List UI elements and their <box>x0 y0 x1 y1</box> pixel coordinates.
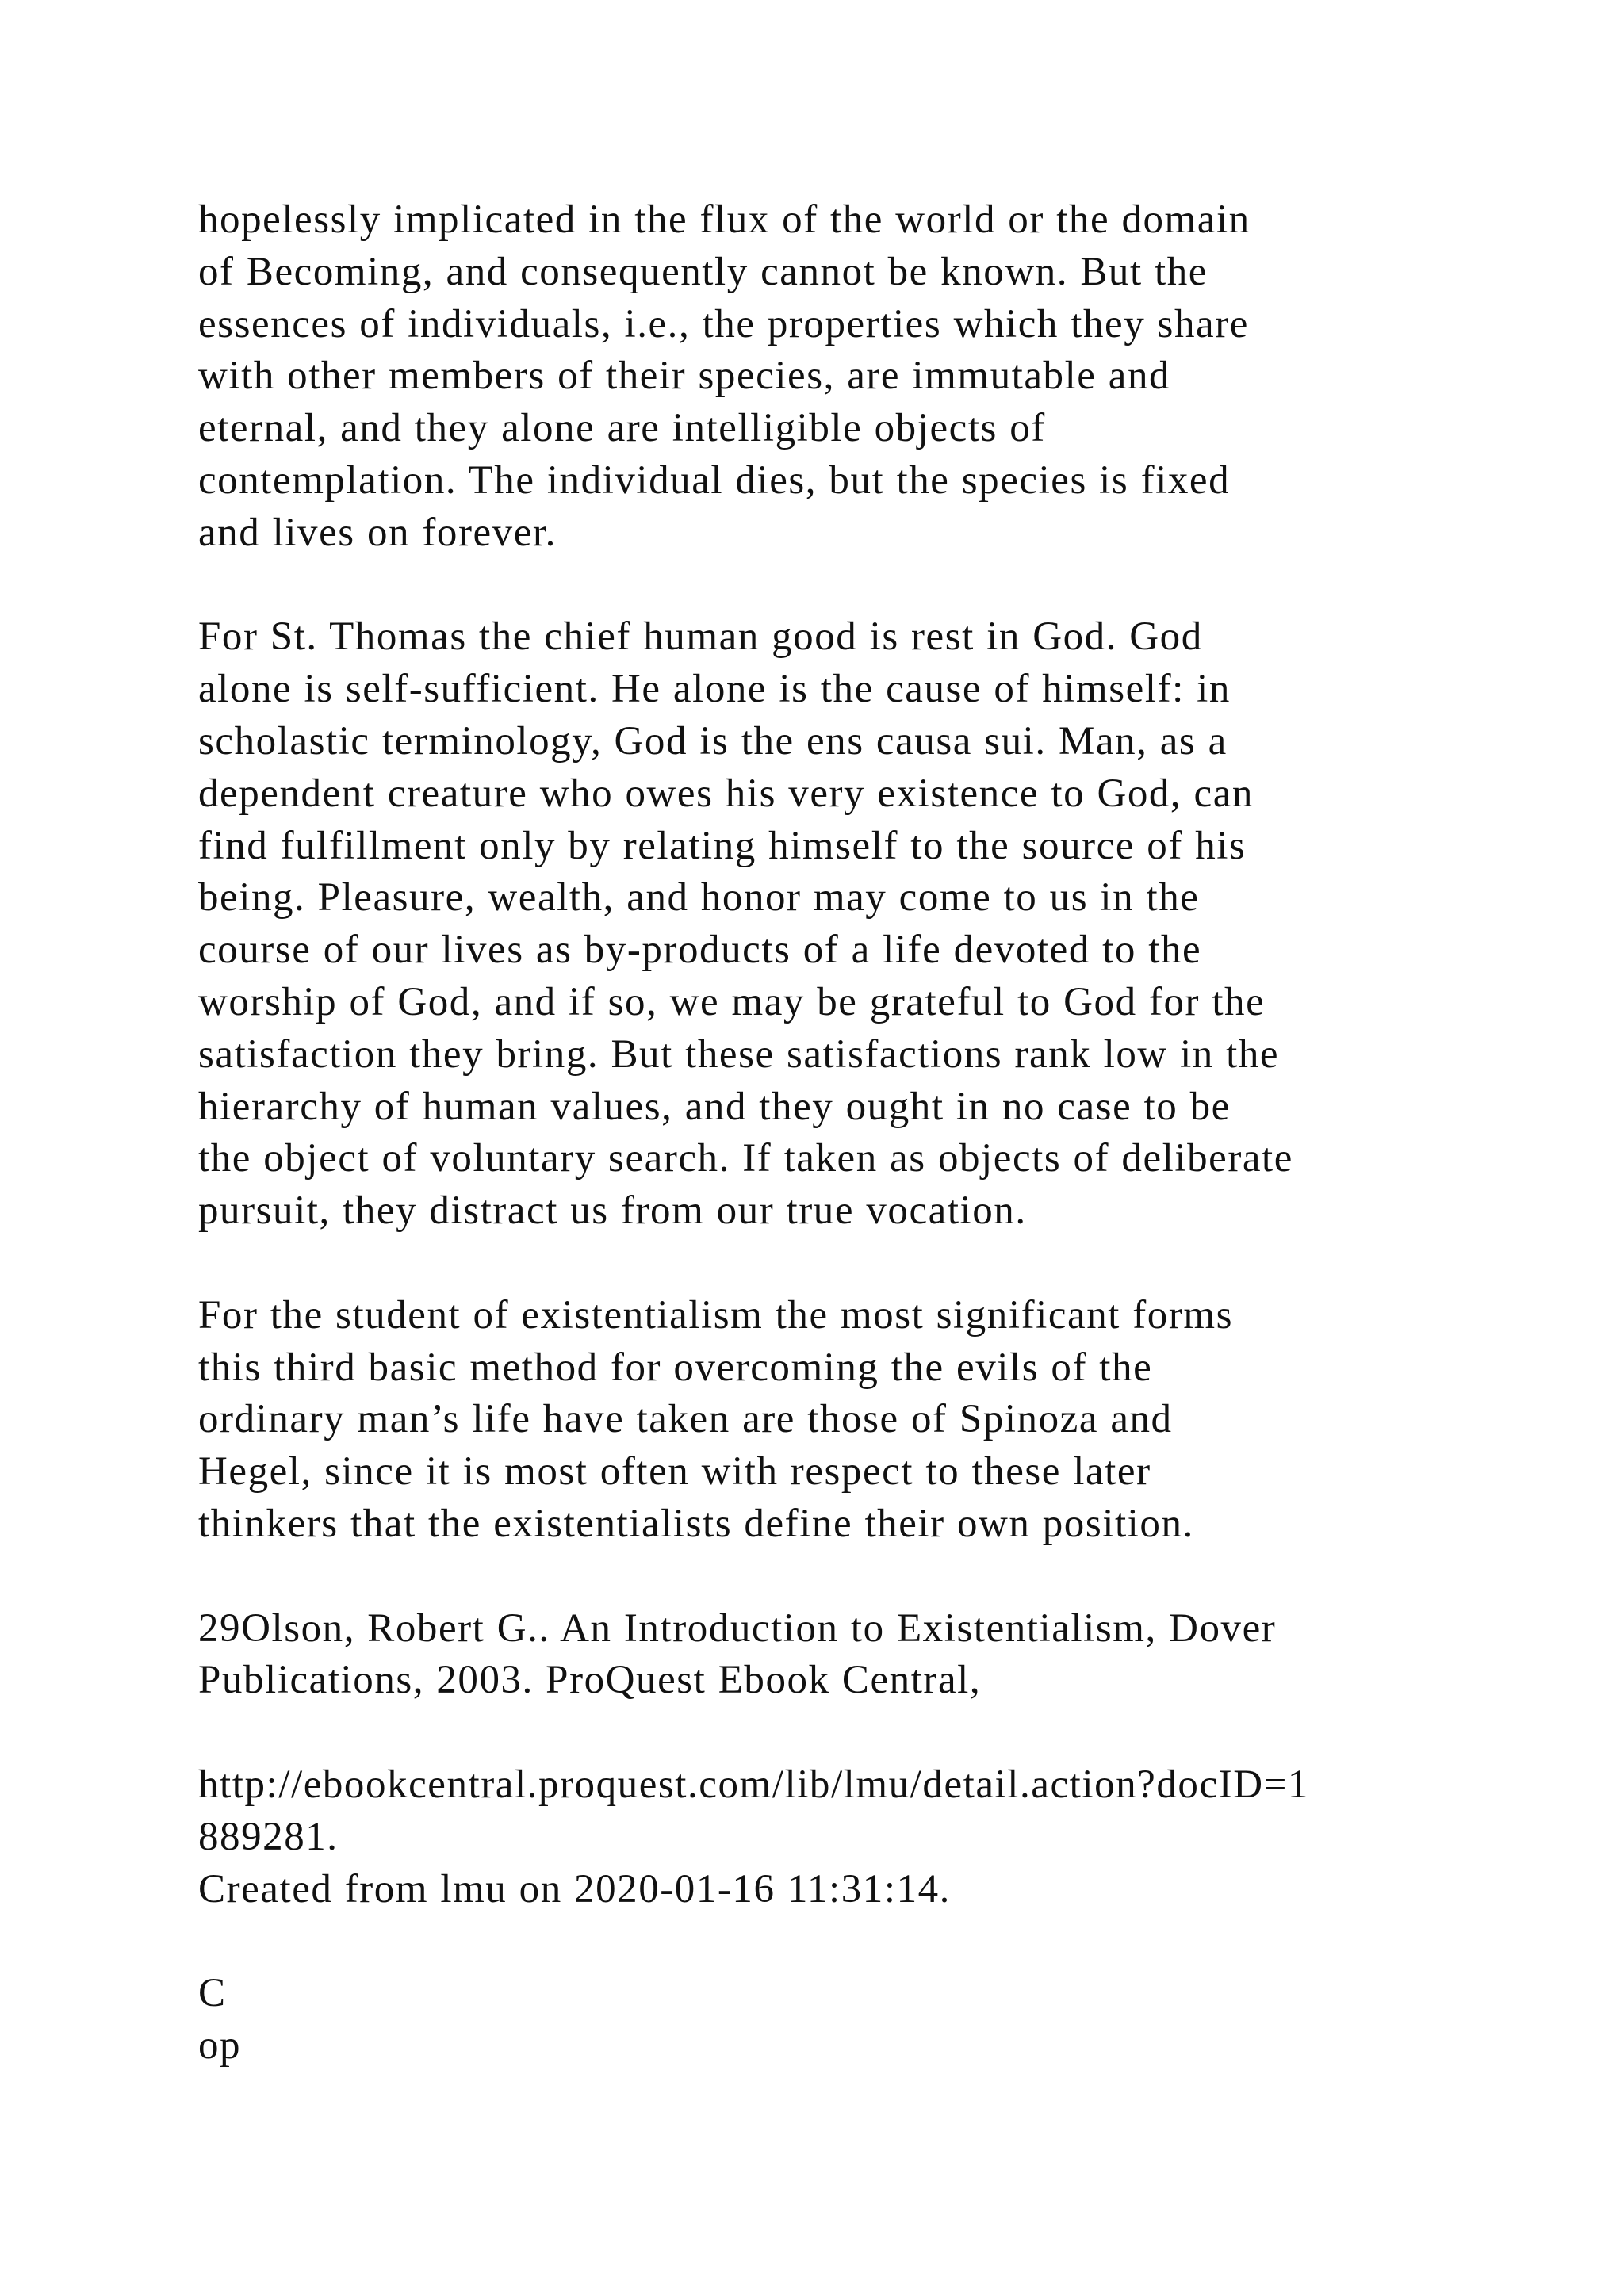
text-line: For the student of existentialism the most significant forms <box>198 1292 1234 1337</box>
text-line: Hegel, since it is most often with respect to these later <box>198 1449 1151 1494</box>
paragraph-3 <box>198 1290 1610 1551</box>
text-fragment <box>198 1968 1610 2072</box>
text-line: pursuit, they distract us from our true vocation. <box>198 1188 1027 1234</box>
paragraph-2 <box>198 611 1610 1238</box>
citation-line: Publications, 2003. ProQuest Ebook Central, <box>198 1658 982 1703</box>
paragraph-gap <box>198 1551 1610 1603</box>
text-line: this third basic method for overcoming the evils of the <box>198 1345 1153 1390</box>
text-line: with other members of their species, are immutable and <box>198 354 1171 399</box>
text-line: eternal, and they alone are intelligible objects of <box>198 406 1046 451</box>
text-line: the object of voluntary search. If taken as objects of deliberate <box>198 1136 1293 1181</box>
source-url: http://ebookcentral.proquest.com/lib/lmu/detail.action?docID=1 <box>198 1762 1309 1807</box>
text-line: hierarchy of human values, and they ought in no case to be <box>198 1084 1231 1129</box>
text-line: thinkers that the existentialists define their own position. <box>198 1501 1194 1546</box>
text-line: contemplation. The individual dies, but the species is fixed <box>198 457 1231 503</box>
text-line: essences of individuals, i.e., the properties which they share <box>198 301 1249 346</box>
paragraph-gap <box>198 1915 1610 1968</box>
citation <box>198 1603 1610 1708</box>
text-line: For St. Thomas the chief human good is rest in God. God <box>198 614 1203 660</box>
text-line: of Becoming, and consequently cannot be known. But the <box>198 249 1208 294</box>
source-url-block <box>198 1759 1610 1915</box>
paragraph-gap <box>198 1707 1610 1759</box>
text-line: alone is self-sufficient. He alone is the cause of himself: in <box>198 667 1231 712</box>
document-page <box>198 194 1610 2072</box>
text-line: satisfaction they bring. But these satisfactions rank low in the <box>198 1031 1280 1077</box>
text-line: and lives on forever. <box>198 510 557 555</box>
text-line: find fulfillment only by relating himself to the source of his <box>198 823 1247 868</box>
text-line: hopelessly implicated in the flux of the world or the domain <box>198 197 1251 242</box>
text-line: ordinary man’s life have taken are those of Spinoza and <box>198 1397 1173 1442</box>
paragraph-1 <box>198 194 1610 560</box>
paragraph-gap <box>198 560 1610 612</box>
fragment-line: op <box>198 2022 242 2068</box>
text-line: scholastic terminology, God is the ens causa sui. Man, as a <box>198 718 1228 763</box>
text-line: course of our lives as by-products of a life devoted to the <box>198 928 1202 973</box>
paragraph-gap <box>198 1238 1610 1290</box>
text-line: worship of God, and if so, we may be grateful to God for the <box>198 979 1266 1024</box>
created-timestamp: Created from lmu on 2020-01-16 11:31:14. <box>198 1866 951 1911</box>
fragment-line: C <box>198 1971 227 2016</box>
source-url-continuation: 889281. <box>198 1814 339 1859</box>
text-line: dependent creature who owes his very existence to God, can <box>198 771 1254 816</box>
text-line: being. Pleasure, wealth, and honor may come to us in the <box>198 875 1200 920</box>
citation-line: 29Olson, Robert G.. An Introduction to Existentialism, Dover <box>198 1605 1277 1651</box>
